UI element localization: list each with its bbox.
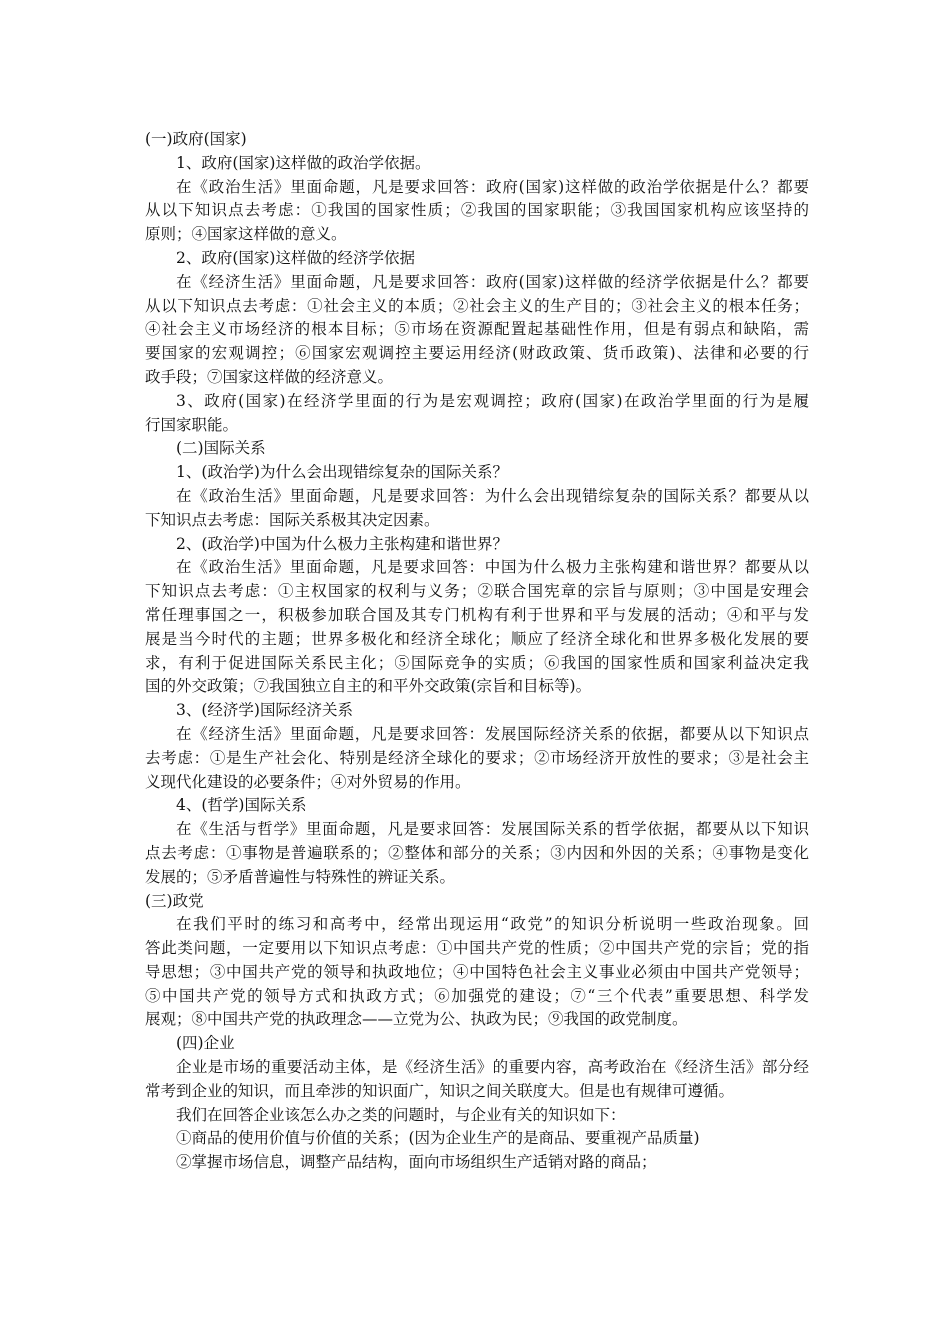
text-line: 下知识点去考虑：①主权国家的权利与义务；②联合国宪章的宗旨与原则；③中国是安理会 [145, 582, 809, 601]
text-line: 在《经济生活》里面命题，凡是要求回答：政府(国家)这样做的经济学依据是什么？都要 [176, 272, 809, 291]
text-line: 行国家职能。 [145, 415, 239, 434]
text-line: 义现代化建设的必要条件；④对外贸易的作用。 [145, 772, 471, 791]
text-line: 4、(哲学)国际关系 [176, 796, 307, 815]
text-line: 3、政府(国家)在经济学里面的行为是宏观调控；政府(国家)在政治学里面的行为是履 [176, 391, 809, 410]
text-line: ①商品的使用价值与价值的关系；(因为企业生产的是商品、要重视产品质量) [176, 1129, 700, 1148]
text-line: 从以下知识点去考虑：①社会主义的本质；②社会主义的生产目的；③社会主义的根本任务； [145, 296, 809, 315]
text-line: 2、政府(国家)这样做的经济学依据 [176, 248, 415, 267]
text-line: (三)政党 [145, 891, 204, 910]
text-line: 点去考虑：①事物是普遍联系的；②整体和部分的关系；③内因和外因的关系；④事物是变化 [145, 843, 809, 862]
text-line: ④社会主义市场经济的根本目标；⑤市场在资源配置起基础性作用，但是有弱点和缺陷，需 [145, 320, 809, 339]
document-page [145, 128, 809, 1175]
text-line: 答此类问题，一定要用以下知识点考虑：①中国共产党的性质；②中国共产党的宗旨；党的指 [145, 939, 809, 958]
text-line: 常考到企业的知识，而且牵涉的知识面广，知识之间关联度大。但是也有规律可遵循。 [145, 1081, 735, 1100]
text-line: 原则；④国家这样做的意义。 [145, 225, 347, 244]
text-line: 从以下知识点去考虑：①我国的国家性质；②我国的国家职能；③我国国家机构应该坚持的 [145, 201, 809, 220]
text-line: 要国家的宏观调控；⑥国家宏观调控主要运用经济(财政政策、货币政策)、法律和必要的行 [145, 344, 809, 363]
text-line: (一)政府(国家) [145, 130, 247, 148]
text-line: 导思想；③中国共产党的领导和执政地位；④中国特色社会主义事业必须由中国共产党领导； [145, 962, 809, 981]
text-line: 1、(政治学)为什么会出现错综复杂的国际关系？ [176, 463, 508, 482]
text-line: 2、(政治学)中国为什么极力主张构建和谐世界？ [176, 534, 508, 553]
text-line: 在《政治生活》里面命题，凡是要求回答：政府(国家)这样做的政治学依据是什么？都要 [176, 177, 809, 196]
text-line: 在《生活与哲学》里面命题，凡是要求回答：发展国际关系的哲学依据，都要从以下知识 [176, 820, 809, 839]
text-line: ⑤中国共产党的领导方式和执政方式；⑥加强党的建设；⑦“三个代表”重要思想、科学发 [145, 986, 809, 1005]
text-line: 在我们平时的练习和高考中，经常出现运用“政党”的知识分析说明一些政治现象。回 [176, 915, 809, 934]
text-line: 求，有利于促进国际关系民主化；⑤国际竞争的实质；⑥我国的国家性质和国家利益决定我 [145, 653, 809, 672]
text-line: 去考虑：①是生产社会化、特别是经济全球化的要求；②市场经济开放性的要求；③是社会主 [145, 748, 809, 767]
text-line: 国的外交政策；⑦我国独立自主的和平外交政策(宗旨和目标等)。 [145, 677, 592, 696]
text-line: 在《经济生活》里面命题，凡是要求回答：发展国际经济关系的依据，都要从以下知识点 [176, 724, 809, 743]
text-line: 在《政治生活》里面命题，凡是要求回答：为什么会出现错综复杂的国际关系？都要从以 [176, 486, 809, 505]
text-line: 在《政治生活》里面命题，凡是要求回答：中国为什么极力主张构建和谐世界？都要从以 [176, 558, 809, 577]
text-line: 下知识点去考虑：国际关系极其决定因素。 [145, 510, 440, 529]
text-line: 发展的；⑤矛盾普遍性与特殊性的辨证关系。 [145, 867, 456, 886]
text-line: 我们在回答企业该怎么办之类的问题时，与企业有关的知识如下： [176, 1105, 626, 1124]
text-line: (二)国际关系 [176, 439, 266, 458]
text-line: (四)企业 [176, 1034, 235, 1053]
text-line: 展观；⑧中国共产党的执政理念——立党为公、执政为民；⑨我国的政党制度。 [145, 1010, 688, 1029]
text-line: 企业是市场的重要活动主体，是《经济生活》的重要内容，高考政治在《经济生活》部分经 [176, 1058, 809, 1077]
text-line: 3、(经济学)国际经济关系 [176, 701, 353, 720]
text-line: 展是当今时代的主题；世界多极化和经济全球化；顺应了经济全球化和世界多极化发展的要 [145, 629, 809, 648]
text-line: 常任理事国之一，积极参加联合国及其专门机构有利于世界和平与发展的活动；④和平与发 [145, 605, 809, 624]
text-line: ②掌握市场信息，调整产品结构，面向市场组织生产适销对路的商品； [176, 1153, 657, 1172]
text-line: 1、政府(国家)这样做的政治学依据。 [176, 153, 431, 172]
text-line: 政手段；⑦国家这样做的经济意义。 [145, 367, 394, 386]
